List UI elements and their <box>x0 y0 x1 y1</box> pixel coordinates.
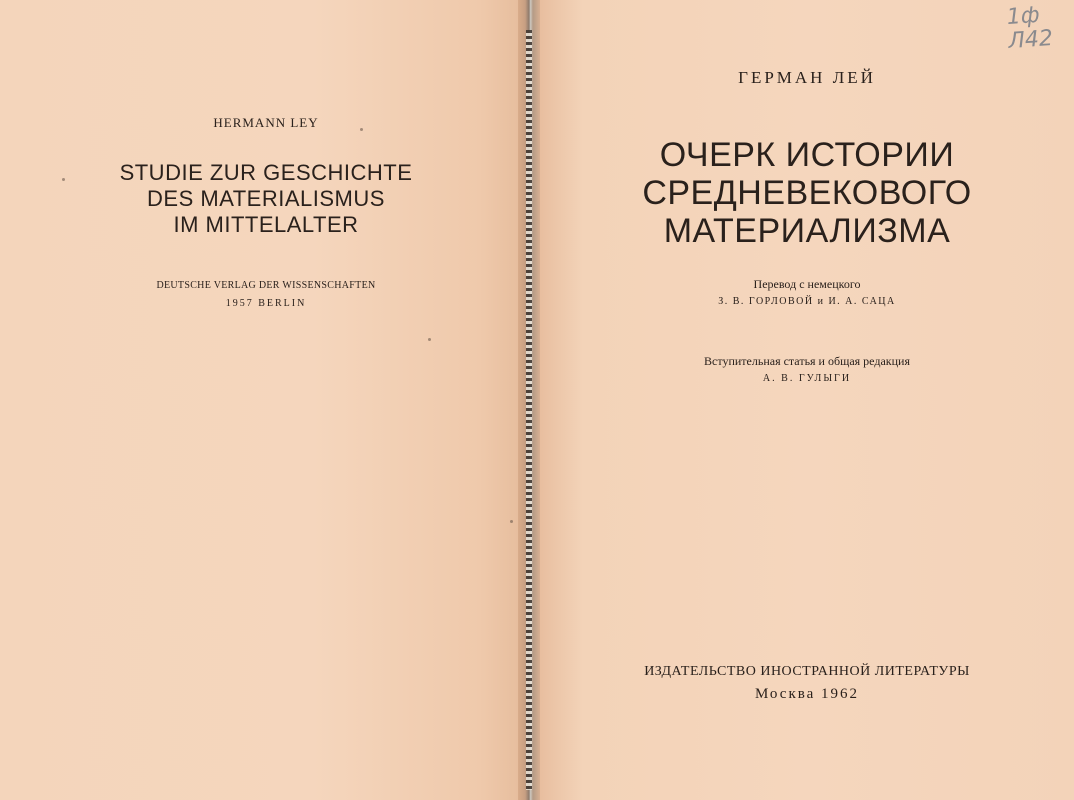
left-publisher: DEUTSCHE VERLAG DER WISSENSCHAFTEN <box>156 280 376 291</box>
paper-speck <box>428 338 431 341</box>
left-author: HERMANN LEY <box>213 115 319 130</box>
left-year-city: 1957 BERLIN <box>225 298 307 309</box>
left-title <box>0 160 532 238</box>
left-title-line: DES MATERIALISMUS <box>147 186 385 211</box>
right-author: ГЕРМАН ЛЕЙ <box>738 68 876 87</box>
pencil-mark-line: Л42 <box>1007 26 1054 55</box>
right-title-line: ОЧЕРК ИСТОРИИ <box>659 136 955 174</box>
binding-stitch <box>526 30 532 790</box>
paper-speck <box>62 178 65 181</box>
translators: З. В. ГОРЛОВОЙ и И. А. САЦА <box>718 296 896 307</box>
right-title-line: СРЕДНЕВЕКОВОГО <box>642 174 972 212</box>
paper-speck <box>510 520 513 523</box>
introduction-label: Вступительная статья и общая редакция <box>704 354 910 368</box>
right-city-year: Москва 1962 <box>754 686 860 702</box>
translation-label: Перевод с немецкого <box>753 277 861 291</box>
right-publisher: ИЗДАТЕЛЬСТВО ИНОСТРАННОЙ ЛИТЕРАТУРЫ <box>644 664 970 679</box>
editor: А. В. ГУЛЫГИ <box>762 373 852 384</box>
right-title <box>540 136 1074 250</box>
pencil-mark-line: 1ф <box>1005 2 1041 31</box>
paper-speck <box>360 128 363 131</box>
right-title-line: МАТЕРИАЛИЗМА <box>663 212 951 250</box>
right-page <box>540 0 1074 800</box>
left-title-line: IM MITTELALTER <box>173 212 359 237</box>
left-title-line: STUDIE ZUR GESCHICHTE <box>119 160 413 185</box>
pencil-mark <box>1006 2 1070 66</box>
